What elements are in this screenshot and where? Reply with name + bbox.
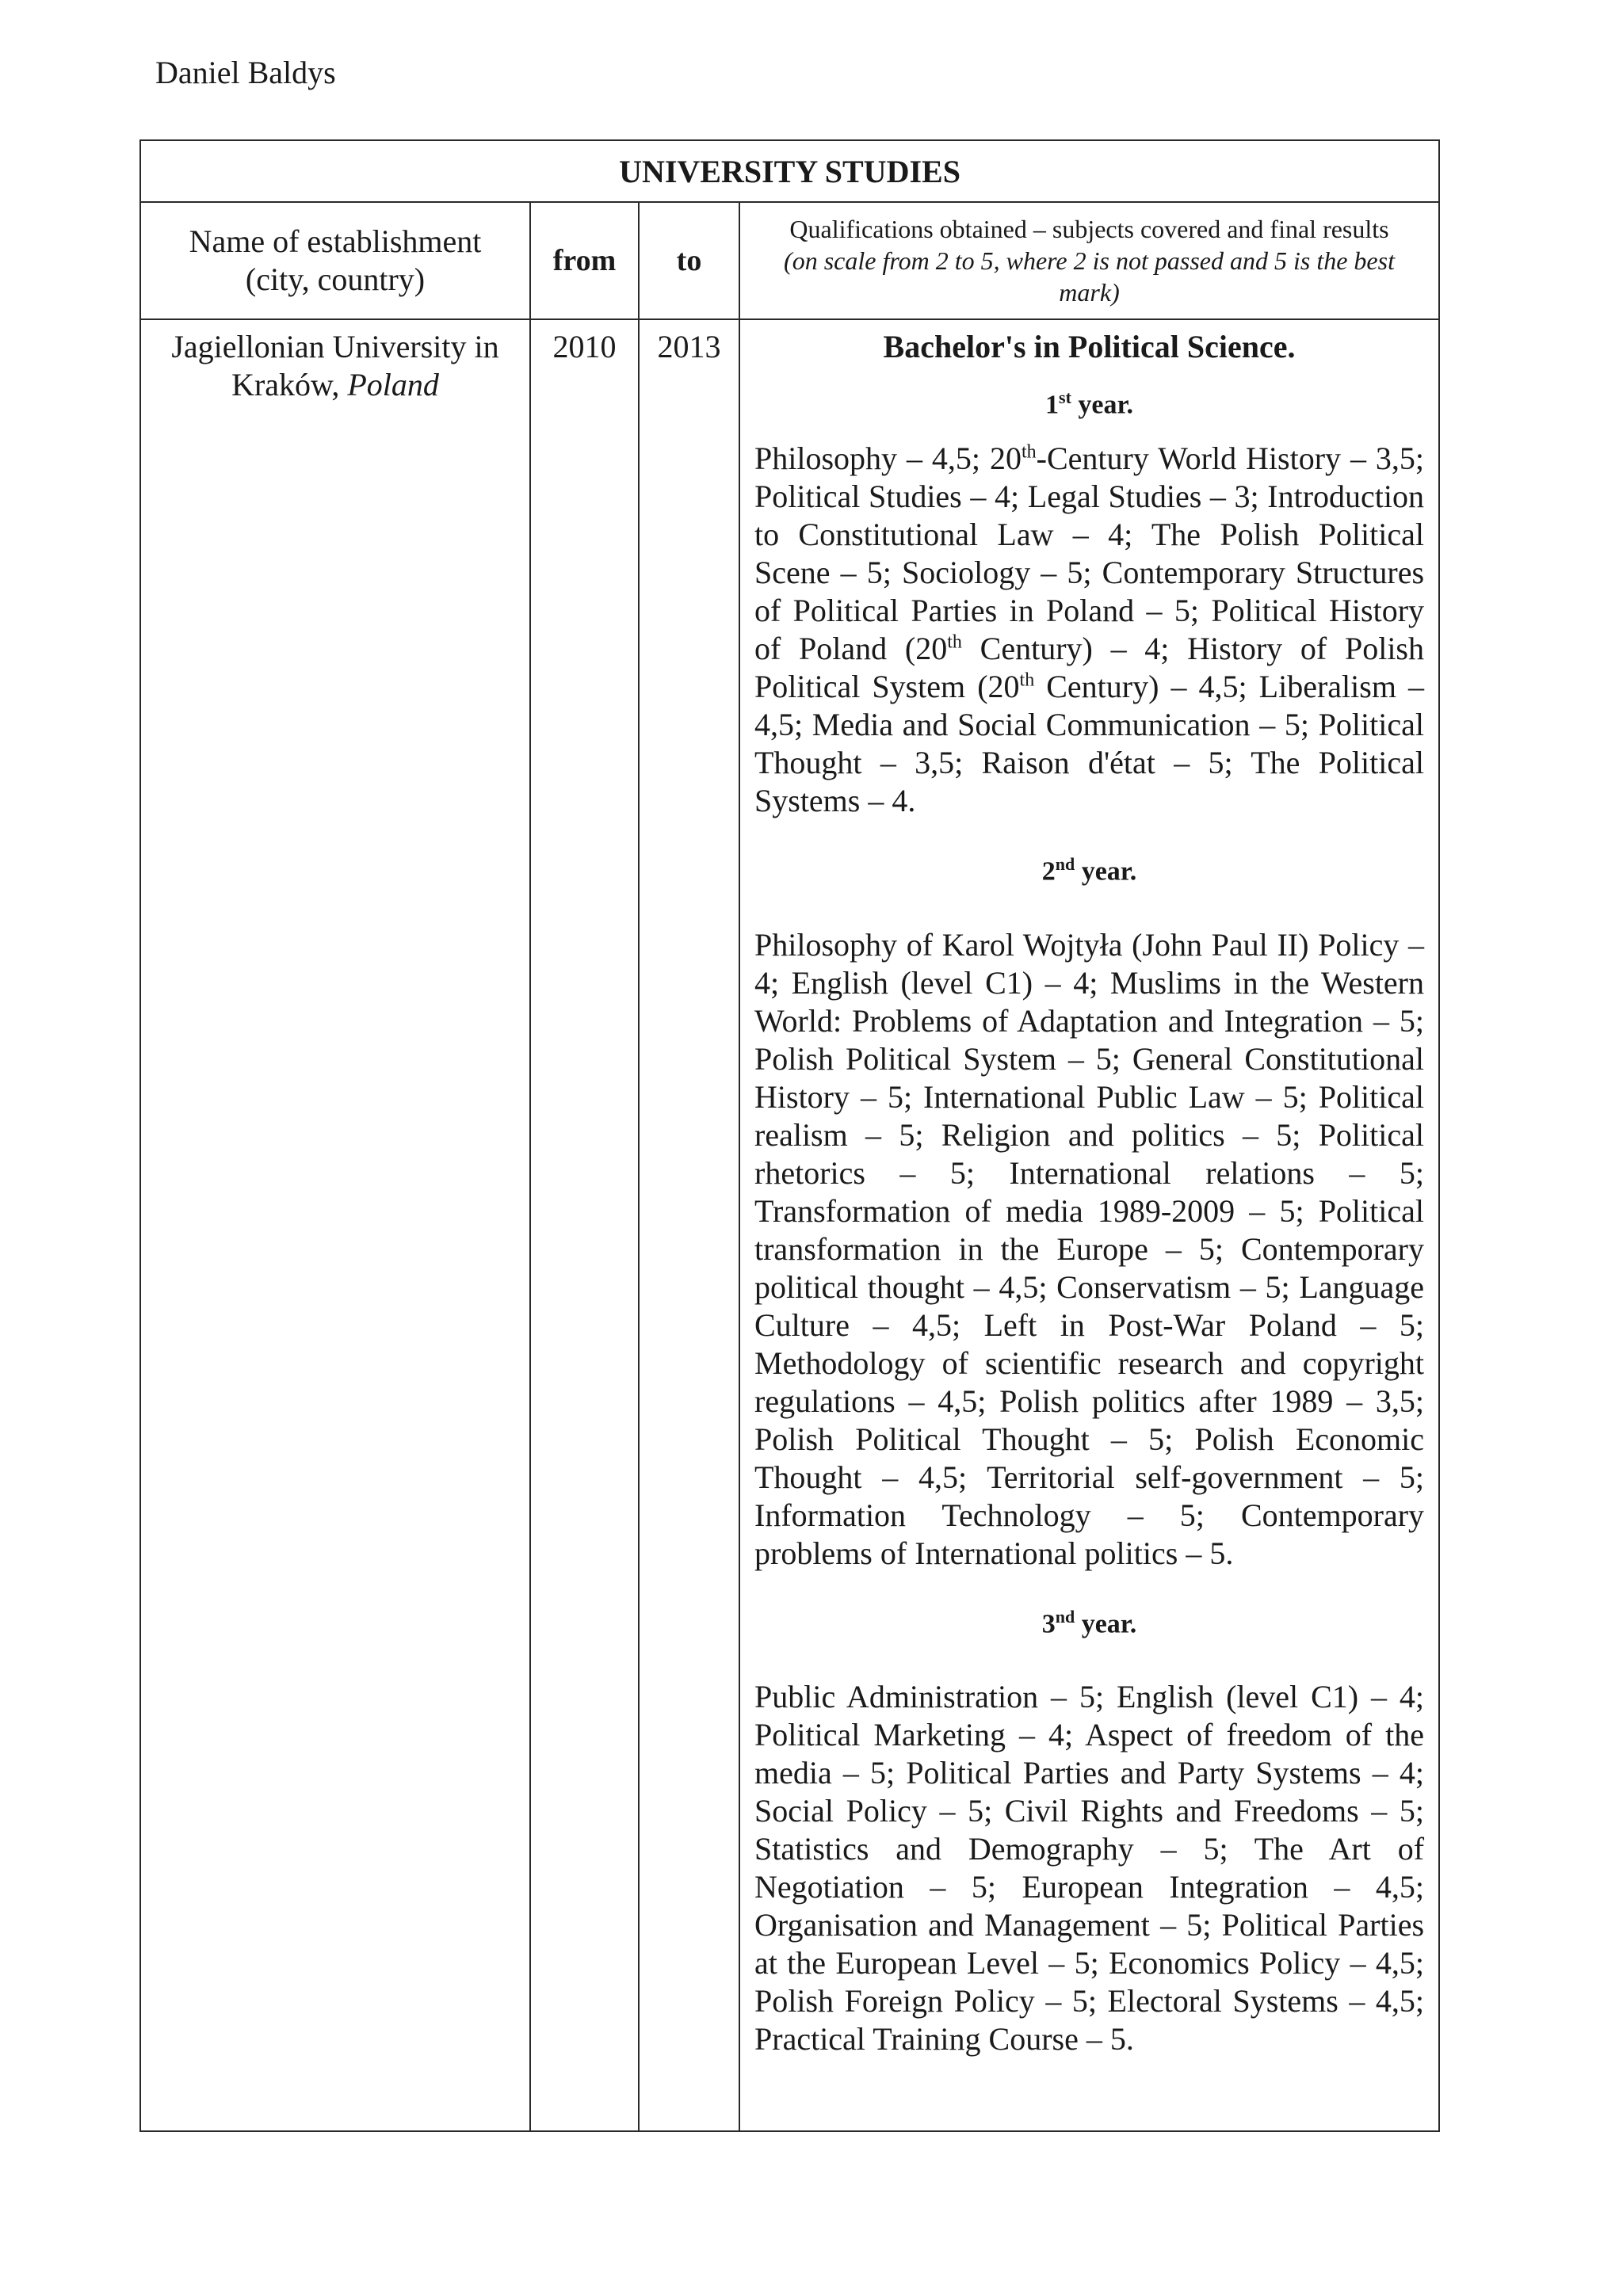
author-name: Daniel Baldys: [155, 55, 336, 90]
year-3-heading: 3nd year.: [1041, 1606, 1137, 1638]
year-1-heading: 1st year.: [1045, 387, 1133, 420]
university-studies-table: [139, 139, 1440, 2132]
table-title: UNIVERSITY STUDIES: [140, 140, 1439, 202]
header-qualifications-label: Qualifications obtained – subjects covered and final results: [789, 215, 1389, 243]
year-2-heading: 2nd year.: [1041, 854, 1137, 887]
from-year: 2010: [530, 319, 639, 2131]
qualifications-cell: [739, 319, 1439, 2131]
header-establishment-line1: Name of establishment: [189, 223, 482, 259]
institution-location: [141, 366, 529, 404]
header-to: to: [639, 202, 739, 319]
header-scale-note: (on scale from 2 to 5, where 2 is not passed and 5 is the best mark): [784, 246, 1395, 307]
institution-city: Kraków,: [231, 367, 348, 402]
header-qualifications: [739, 202, 1439, 319]
header-establishment-line2: (city, country): [245, 261, 426, 297]
header-from: from: [530, 202, 639, 319]
year-3-subjects: Public Administration – 5; English (level C1) – 4; Political Marketing – 4; Aspect of freedom of the media – 5; Political Parties and Party Systems – 4; Social Policy – 5; Civil Rights and Freedoms – 5; Statistics and Demography – 5; The Art of Negotiation – 5; European Integration – 4,5; Organisation and Management – 5; Political Parties at the European Level – 5; Economics Policy – 4,5; Polish Foreign Policy – 5; Electoral Systems – 4,5; Practical Training Course – 5.: [754, 1678, 1425, 2057]
degree-title: Bachelor's in Political Science.: [883, 329, 1296, 364]
to-year: 2013: [639, 319, 739, 2131]
institution-name: Jagiellonian University in: [171, 329, 499, 364]
header-establishment: [140, 202, 530, 319]
year-2-subjects: Philosophy of Karol Wojtyła (John Paul II) Policy – 4; English (level C1) – 4; Muslims in the Western World: Problems of Adaptation and Integration – 5; Polish Political System – 5; General Constitutional History – 5; International Public Law – 5; Political realism – 5; Religion and politics – 5; Political rhetorics – 5; International relations – 5; Transformation of media 1989-2009 – 5; Political transformation in the Europe – 5; Contemporary political thought – 4,5; Conservatism – 5; Language Culture – 4,5; Left in Post-War Poland – 5; Methodology of scientific research and copyright regulations – 4,5; Polish politics after 1989 – 3,5; Polish Political Thought – 5; Polish Economic Thought – 4,5; Territorial self-government – 5; Information Technology – 5; Contemporary problems of International politics – 5.: [754, 926, 1425, 1571]
year-1-subjects: Philosophy – 4,5; 20th-Century World History – 3,5; Political Studies – 4; Legal Studies – 3; Introduction to Constitutional Law – 4; The Polish Political Scene – 5; Sociology – 5; Contemporary Structures of Political Parties in Poland – 5; Political History of Poland (20th Century) – 4; History of Polish Political System (20th Century) – 4,5; Liberalism – 4,5; Media and Social Communication – 5; Political Thought – 3,5; Raison d'état – 5; The Political Systems – 4.: [754, 441, 1425, 819]
institution-country: Poland: [347, 367, 439, 402]
institution-cell: [140, 319, 530, 2131]
